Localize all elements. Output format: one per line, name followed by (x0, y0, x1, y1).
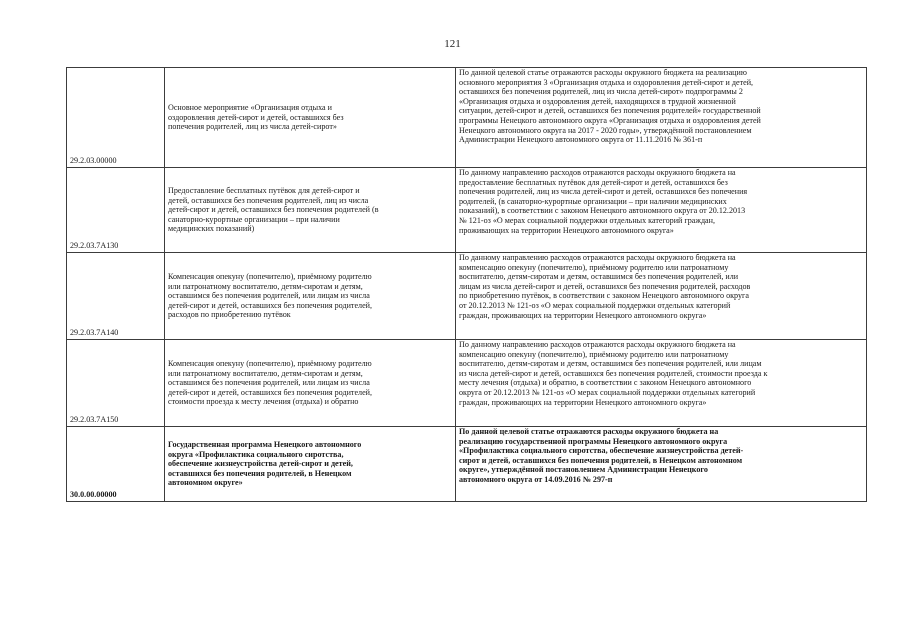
article-name: Государственная программа Ненецкого автономного округа «Профилактика социального сиротства, обеспечение жизнеустройства детей-сирот и детей, оставшихся без попечения родителей, в Ненецком автономном округе» (165, 427, 456, 502)
table-row (67, 427, 867, 502)
article-description: По данной целевой статье отражаются расходы окружного бюджета на реализацию государственной программы Ненецкого автономного округа «Профилактика социального сиротства, обеспечение жизнеустройства детей- сирот и детей, оставшихся без попечения родителей, в Ненецком автономном округе», утверждённой постановлением Администрации Ненецкого автономного округа от 14.09.2016 № 297-п (456, 427, 867, 502)
article-description: По данному направлению расходов отражаются расходы окружного бюджета на компенсацию опекуну (попечителю), приёмному родителю или патронатному воспитателю, детям-сиротам и детям, оставшимся без попечения родителей, или лицам из числа детей-сирот и детей, оставшихся без попечения родителей, расходов по приобретению путёвок, в соответствии с законом Ненецкого автономного округа от 20.12.2013 № 121-оз «О мерах социальной поддержки отдельных категорий граждан, проживающих на территории Ненецкого автономного округа» (456, 253, 867, 340)
article-name: Компенсация опекуну (попечителю), приёмному родителю или патронатному воспитателю, детям-сиротам и детям, оставшимся без попечения родителей, или лицам из числа детей-сирот и детей, оставшихся без попечения родителей, стоимости проезда к месту лечения (отдыха) и обратно (165, 340, 456, 427)
table-row (67, 68, 867, 168)
target-articles-table (66, 67, 867, 502)
article-name: Предоставление бесплатных путёвок для детей-сирот и детей, оставшихся без попечения родителей, лиц из числа детей-сирот и детей, оставшихся без попечения родителей (в санаторно-курортные организации – при наличии медицинских показаний) (165, 168, 456, 253)
article-code: 30.0.00.00000 (67, 427, 165, 502)
article-name: Компенсация опекуну (попечителю), приёмному родителю или патронатному воспитателю, детям-сиротам и детям, оставшимся без попечения родителей, или лицам из числа детей-сирот и детей, оставшихся без попечения родителей, расходов по приобретению путёвок (165, 253, 456, 340)
page-number: 121 (444, 38, 461, 50)
table-row (67, 340, 867, 427)
article-description: По данной целевой статье отражаются расходы окружного бюджета на реализацию основного мероприятия 3 «Организация отдыха и оздоровления детей-сирот и детей, оставшихся без попечения родителей, лиц из числа детей-сирот» подпрограммы 2 «Организация отдыха и оздоровления детей, находящихся в трудной жизненной ситуации, детей-сирот и детей, оставшихся без попечения родителей» государственной программы Ненецкого автономного округа «Организация отдыха и оздоровления детей Ненецкого автономного округа на 2017 - 2020 годы», утверждённой постановлением Администрации Ненецкого автономного округа от 11.11.2016 № 361-п (456, 68, 867, 168)
table-row (67, 253, 867, 340)
article-code: 29.2.03.00000 (67, 68, 165, 168)
table-row (67, 168, 867, 253)
article-description: По данному направлению расходов отражаются расходы окружного бюджета на предоставление бесплатных путёвок для детей-сирот и детей, оставшихся без попечения родителей, лиц из числа детей-сирот и детей, оставшихся без попечения родителей, (в санаторно-курортные организации – при наличии медицинских показаний), в соответствии с законом Ненецкого автономного округа от 20.12.2013 № 121-оз «О мерах социальной поддержки отдельных категорий граждан, проживающих на территории Ненецкого автономного округа» (456, 168, 867, 253)
article-name: Основное мероприятие «Организация отдыха и оздоровления детей-сирот и детей, оставшихся без попечения родителей, лиц из числа детей-сирот» (165, 68, 456, 168)
article-code: 29.2.03.7А150 (67, 340, 165, 427)
article-description: По данному направлению расходов отражаются расходы окружного бюджета на компенсацию опекуну (попечителю), приёмному родителю или патронатному воспитателю, детям-сиротам и детям, оставшимся без попечения родителей, или лицам из числа детей-сирот и детей, оставшихся без попечения родителей, стоимости проезда к месту лечения (отдыха) и обратно, в соответствии с законом Ненецкого автономного округа от 20.12.2013 № 121-оз «О мерах социальной поддержки отдельных категорий граждан, проживающих на территории Ненецкого автономного округа» (456, 340, 867, 427)
article-code: 29.2.03.7А140 (67, 253, 165, 340)
article-code: 29.2.03.7А130 (67, 168, 165, 253)
